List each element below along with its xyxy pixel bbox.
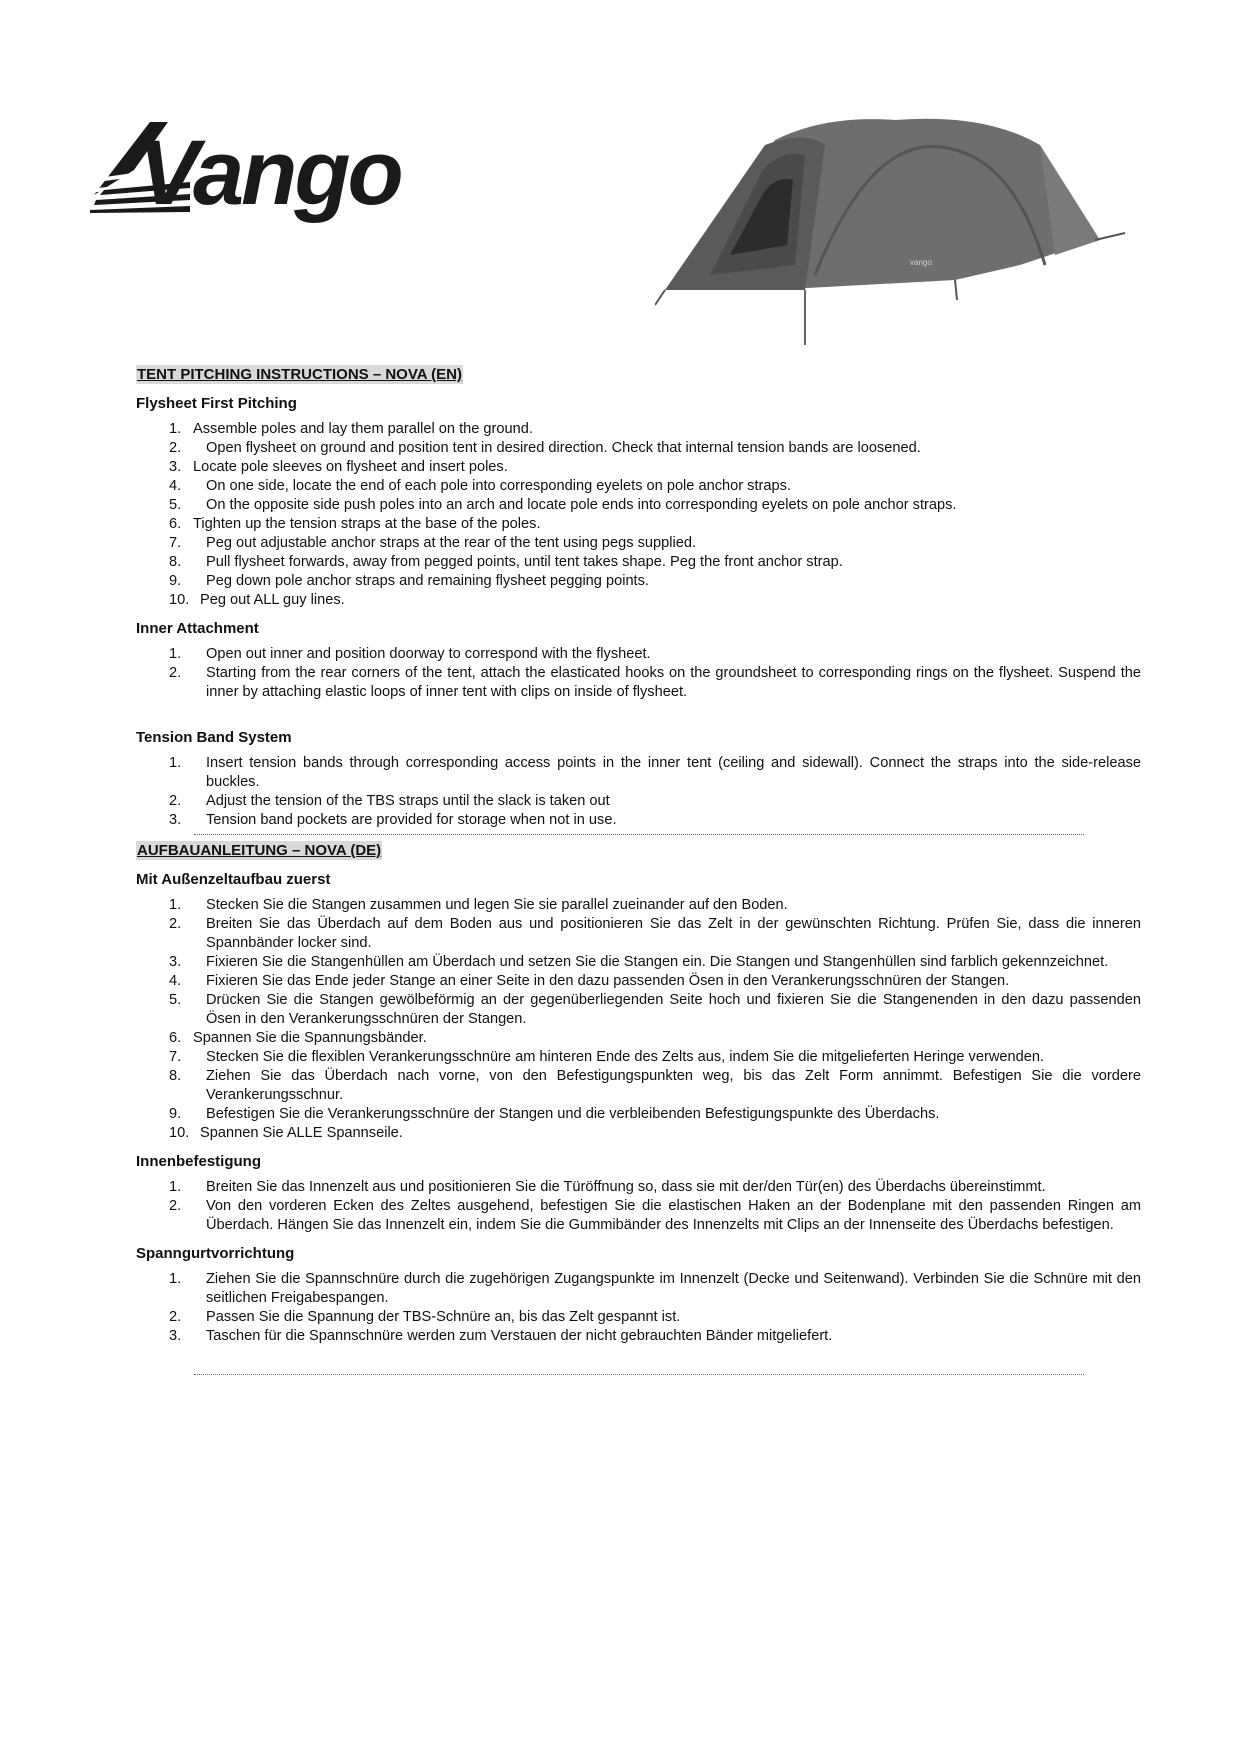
list-item: 6. Tighten up the tension straps at the base of the poles. [169,516,541,532]
list-item: 7. Stecken Sie die flexiblen Verankerungsschnüre am hinteren Ende des Zelts aus, indem Sie die mitgelieferten Heringe verwenden. [169,1049,1045,1065]
list-item: 1. Stecken Sie die Stangen zusammen und legen Sie sie parallel zueinander auf den Boden. [169,897,788,913]
list-item: 5. On the opposite side push poles into an arch and locate pole ends into corresponding eyelets on pole anchor straps. [169,497,957,513]
list-item: 10. Peg out ALL guy lines. [169,592,345,608]
list-item: 4. Fixieren Sie das Ende jeder Stange an einer Seite in den dazu passenden Ösen in den Verankerungsschnüren der Stangen. [169,973,1010,989]
vango-logo [90,110,490,225]
subheading-tension-de: Spanngurtvorrichtung [136,1245,295,1262]
list-item: 9. Peg down pole anchor straps and remaining flysheet pegging points. [169,573,649,589]
subheading-inner-en: Inner Attachment [136,620,259,637]
dotted-divider [194,1374,1084,1375]
list-item: 1. Ziehen Sie die Spannschnüre durch die zugehörigen Zugangspunkte im Innenzelt (Decke und Seitenwand). Verbinden Sie die Schnüre mit den seitlichen Freigabespangen. [169,1271,1141,1306]
flysheet-steps-en [136,420,1141,610]
list-item: 1. Open out inner and position doorway to correspond with the flysheet. [169,646,651,662]
list-item: 3. Locate pole sleeves on flysheet and insert poles. [169,459,508,475]
list-item: 8. Ziehen Sie das Überdach nach vorne, von den Befestigungspunkten weg, bis das Zelt Form annimmt. Befestigen Sie die vordere Verankerungsschnur. [169,1068,1141,1103]
tension-steps-de [136,1270,1141,1346]
list-item: 2. Von den vorderen Ecken des Zeltes ausgehend, befestigen Sie die elastischen Haken an der Bodenplane mit den passenden Ringen am Überdach. Hängen Sie das Innenzelt ein, indem Sie die Gummibänder des Innenzelts mit Clips an der Innenseite des Überdachs befestigen. [169,1198,1141,1233]
dotted-divider [194,834,1084,835]
list-item: 2. Open flysheet on ground and position tent in desired direction. Check that internal tension bands are loosened. [169,440,921,456]
section-title-en: TENT PITCHING INSTRUCTIONS – NOVA (EN) [137,366,463,383]
list-item: 4. On one side, locate the end of each pole into corresponding eyelets on pole anchor straps. [169,478,791,494]
section-de [136,841,1141,1375]
tension-steps-en [136,754,1141,830]
list-item: 2. Adjust the tension of the TBS straps until the slack is taken out [169,793,610,809]
subheading-flysheet-de: Mit Außenzeltaufbau zuerst [136,871,331,888]
list-item: 2. Breiten Sie das Überdach auf dem Boden aus und positionieren Sie das Zelt in der gewünschten Richtung. Prüfen Sie, dass die inneren Spannbänder locker sind. [169,916,1141,951]
section-title-de: AUFBAUANLEITUNG – NOVA (DE) [137,842,382,859]
instructions [136,365,1141,1381]
list-item: 1. Insert tension bands through corresponding access points in the inner tent (ceiling and sidewall). Connect the straps into the side-release buckles. [169,755,1141,790]
list-item: 7. Peg out adjustable anchor straps at the rear of the tent using pegs supplied. [169,535,697,551]
list-item: 1. Assemble poles and lay them parallel on the ground. [169,421,533,437]
section-en [136,365,1141,835]
inner-steps-de [136,1178,1141,1235]
subheading-flysheet-en: Flysheet First Pitching [136,395,297,412]
tent-photo [655,105,1135,355]
tent-guy-line [955,280,957,300]
list-item: 3. Fixieren Sie die Stangenhüllen am Überdach und setzen Sie die Stangen ein. Die Stangen und Stangenhüllen sind farblich gekennzeichnet. [169,954,1109,970]
tent-guy-line [1095,233,1125,240]
list-item: 8. Pull flysheet forwards, away from pegged points, until tent takes shape. Peg the front anchor strap. [169,554,843,570]
list-item: 1. Breiten Sie das Innenzelt aus und positionieren Sie die Türöffnung so, dass sie mit der/den Tür(en) des Überdachs übereinstimmt. [169,1179,1046,1195]
list-item: 5. Drücken Sie die Stangen gewölbeförmig an der gegenüberliegenden Seite hoch und fixieren Sie die Stangenenden in den dazu passenden Ösen in den Verankerungsschnüren der Stangen. [169,992,1141,1027]
list-item: 3. Tension band pockets are provided for storage when not in use. [169,812,617,828]
list-item: 10. Spannen Sie ALLE Spannseile. [169,1125,403,1141]
list-item: 2. Passen Sie die Spannung der TBS-Schnüre an, bis das Zelt gespannt ist. [169,1309,681,1325]
list-item: 2. Starting from the rear corners of the tent, attach the elasticated hooks on the groundsheet to corresponding rings on the flysheet. Suspend the inner by attaching elastic loops of inner tent with clips on inside of flysheet. [169,665,1141,700]
tent-brand-label: vango [910,258,932,267]
subheading-inner-de: Innenbefestigung [136,1153,261,1170]
flysheet-steps-de [136,896,1141,1143]
list-item: 6. Spannen Sie die Spannungsbänder. [169,1030,427,1046]
tent-guy-line [655,290,665,305]
list-item: 9. Befestigen Sie die Verankerungsschnüre der Stangen und die verbleibenden Befestigungspunkte des Überdachs. [169,1106,940,1122]
logo-wordmark: Vango [138,122,401,224]
subheading-tension-en: Tension Band System [136,729,292,746]
inner-steps-en [136,645,1141,702]
list-item: 3. Taschen für die Spannschnüre werden zum Verstauen der nicht gebrauchten Bänder mitgeliefert. [169,1328,833,1344]
